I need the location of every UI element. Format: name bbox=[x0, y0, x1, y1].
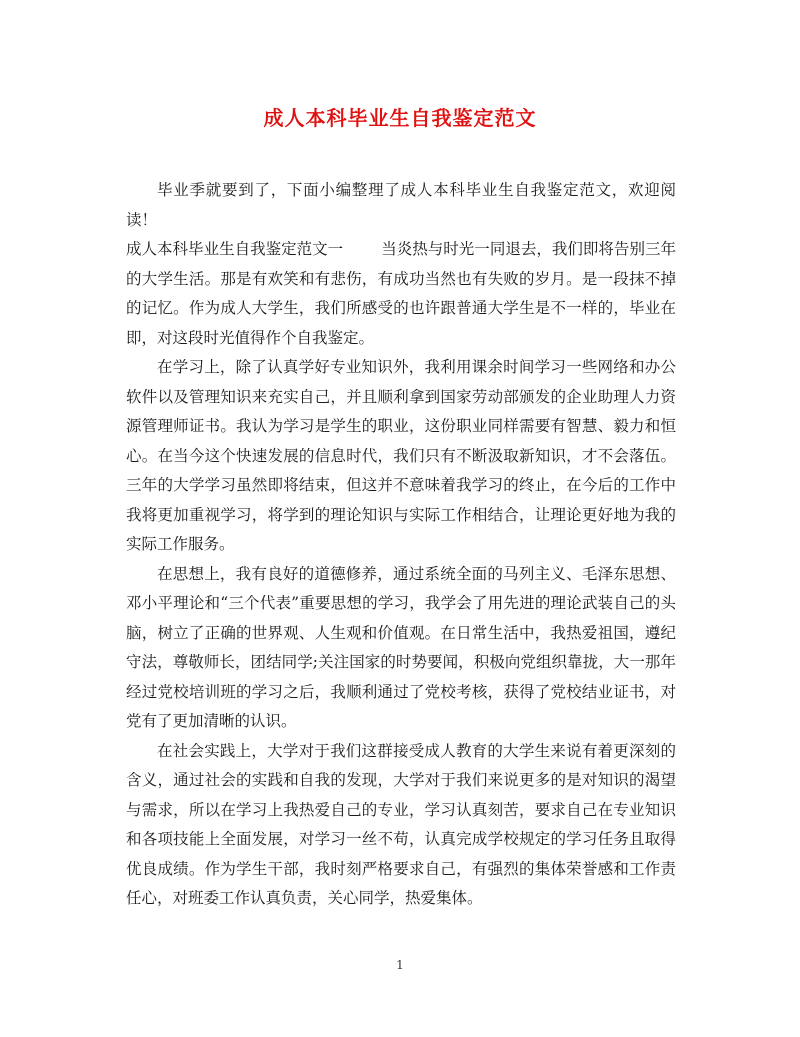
page-number: 1 bbox=[396, 958, 404, 972]
document-body bbox=[126, 176, 676, 914]
intro-paragraph: 毕业季就要到了，下面小编整理了成人本科毕业生自我鉴定范文，欢迎阅读！ bbox=[126, 181, 676, 229]
study-paragraph: 在学习上，除了认真学好专业知识外，我利用课余时间学习一些网络和办公软件以及管理知识来充实自己，并且顺利拿到国家劳动部颁发的企业助理人力资源管理师证书。我认为学习是学生的职业，这份职业同样需要有智慧、毅力和恒心。在当今这个快速发展的信息时代，我们只有不断汲取新知识，才不会落伍。三年的大学学习虽然即将结束，但这并不意味着我学习的终止，在今后的工作中我将更加重视学习，将学到的理论知识与实际工作相结合，让理论更好地为我的实际工作服务。 bbox=[126, 358, 676, 553]
section-heading: 成人本科毕业生自我鉴定范文一 bbox=[126, 240, 344, 258]
document-title: 成人本科毕业生自我鉴定范文 bbox=[263, 106, 537, 130]
ideology-paragraph: 在思想上，我有良好的道德修养，通过系统全面的马列主义、毛泽东思想、邓小平理论和“三个代表”重要思想的学习，我学会了用先进的理论武装自己的头脑，树立了正确的世界观、人生观和价值观。在日常生活中，我热爱祖国，遵纪守法，尊敬师长，团结同学;关注国家的时势要闻，积极向党组织靠拢，大一那年经过党校培训班的学习之后，我顺利通过了党校考核，获得了党校结业证书，对党有了更加清晰的认识。 bbox=[126, 564, 676, 730]
social-practice-paragraph: 在社会实践上，大学对于我们这群接受成人教育的大学生来说有着更深刻的含义，通过社会的实践和自我的发现，大学对于我们来说更多的是对知识的渴望与需求，所以在学习上我热爱自己的专业，学习认真刻苦，要求自己在专业知识和各项技能上全面发展，对学习一丝不苟，认真完成学校规定的学习任务且取得优良成绩。作为学生干部，我时刻严格要求自己，有强烈的集体荣誉感和工作责任心，对班委工作认真负责，关心同学，热爱集体。 bbox=[126, 741, 676, 907]
section-first-paragraph: 当炎热与时光一同退去，我们即将告别三年的大学生活。那是有欢笑和有悲伤，有成功当然也有失败的岁月。是一段抹不掉的记忆。作为成人大学生，我们所感受的也许跟普通大学生是不一样的，毕业在即，对这段时光值得作个自我鉴定。 bbox=[126, 240, 676, 347]
section-one-paragraph bbox=[126, 235, 676, 353]
